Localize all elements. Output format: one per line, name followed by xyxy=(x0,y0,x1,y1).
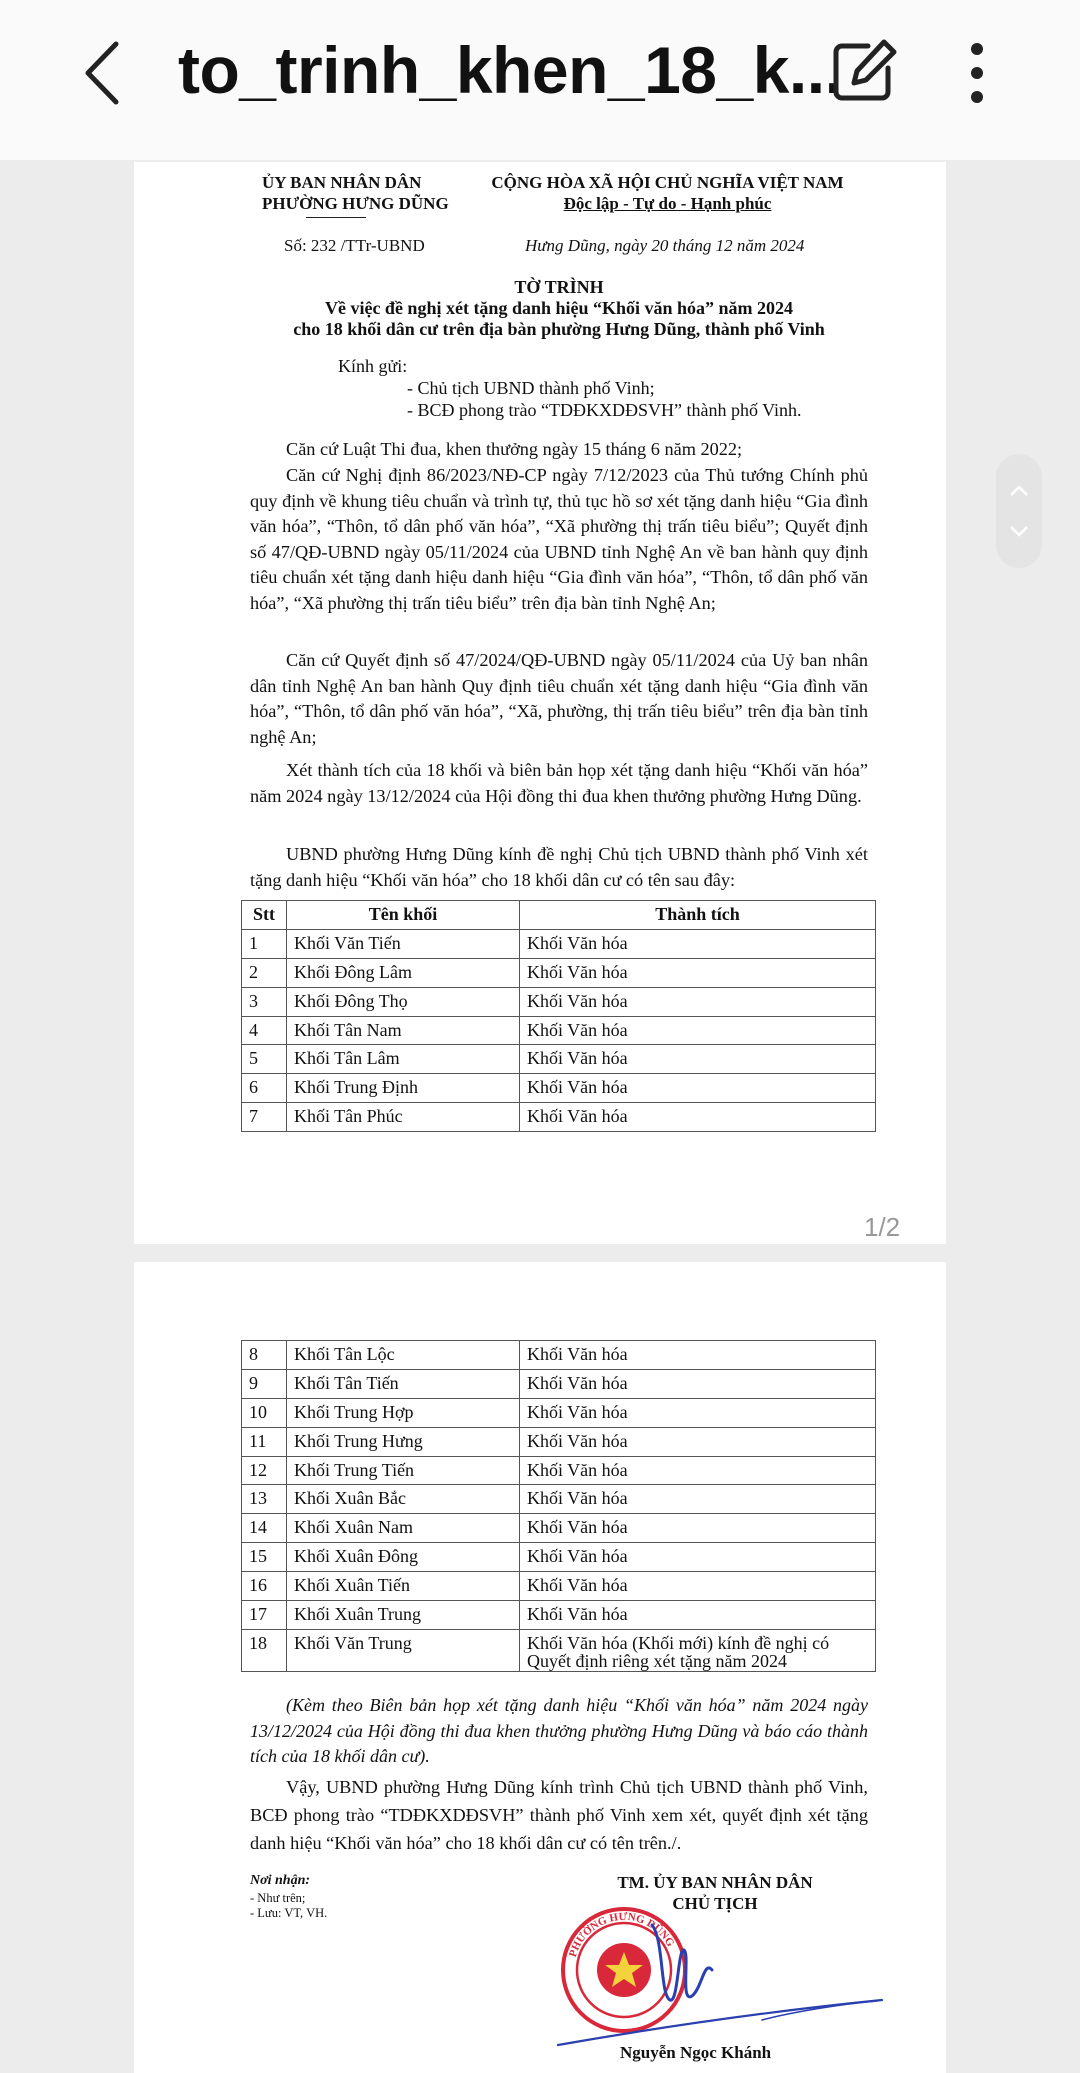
receivers-title: Nơi nhận: xyxy=(250,1873,311,1888)
cell-stt: 6 xyxy=(242,1074,287,1103)
cell-name: Khối Tân Nam xyxy=(287,1016,520,1045)
cell-achievement: Khối Văn hóa xyxy=(520,987,876,1016)
receivers-list xyxy=(250,1891,327,1921)
app-bar xyxy=(0,0,1080,160)
nation-line-1: CỘNG HÒA XÃ HỘI CHỦ NGHĨA VIỆT NAM xyxy=(491,173,844,192)
cell-name: Khối Tân Lâm xyxy=(287,1045,520,1074)
paragraph-5: UBND phường Hưng Dũng kính đề nghị Chủ tịch UBND thành phố Vinh xét tặng danh hiệu “Khối văn hóa” cho 18 khối dân cư có tên sau đây: xyxy=(250,844,868,890)
table-row xyxy=(242,987,876,1016)
cell-achievement: Khối Văn hóa xyxy=(520,1543,876,1572)
cell-name: Khối Văn Trung xyxy=(287,1629,520,1671)
cell-achievement: Khối Văn hóa xyxy=(520,1514,876,1543)
cell-stt: 3 xyxy=(242,987,287,1016)
more-vertical-icon[interactable] xyxy=(962,40,992,106)
cell-stt: 11 xyxy=(242,1427,287,1456)
table-row xyxy=(242,1369,876,1398)
fast-scroll-handle[interactable] xyxy=(996,454,1042,568)
org-header xyxy=(262,172,449,214)
paragraph-1: Căn cứ Luật Thi đua, khen thưởng ngày 15 tháng 6 năm 2022; xyxy=(286,439,743,459)
cell-name: Khối Trung Hợp xyxy=(287,1398,520,1427)
header-name: Tên khối xyxy=(287,901,520,930)
table-row xyxy=(242,958,876,987)
cell-achievement: Khối Văn hóa xyxy=(520,1016,876,1045)
official-seal-icon xyxy=(563,1909,685,2031)
cell-achievement: Khối Văn hóa xyxy=(520,958,876,987)
table-row xyxy=(242,1485,876,1514)
cell-stt: 4 xyxy=(242,1016,287,1045)
table-row xyxy=(242,1074,876,1103)
cell-stt: 7 xyxy=(242,1103,287,1132)
recipient-1: - Chủ tịch UBND thành phố Vinh; xyxy=(407,378,655,398)
cell-stt: 14 xyxy=(242,1514,287,1543)
cell-stt: 15 xyxy=(242,1543,287,1572)
table-row xyxy=(242,1103,876,1132)
cell-achievement: Khối Văn hóa xyxy=(520,1103,876,1132)
org-line-2: PHƯỜNG HƯNG DŨNG xyxy=(262,194,449,213)
table-row xyxy=(242,1427,876,1456)
paragraph-4: Xét thành tích của 18 khối và biên bản họp xét tặng danh hiệu “Khối văn hóa” năm 2024 ngày 13/12/2024 của Hội đồng thi đua khen thưởng phường Hưng Dũng. xyxy=(250,760,868,806)
cell-stt: 5 xyxy=(242,1045,287,1074)
cell-stt: 1 xyxy=(242,929,287,958)
cell-name: Khối Xuân Đông xyxy=(287,1543,520,1572)
paragraph-3: Căn cứ Quyết định số 47/2024/QĐ-UBND ngày 05/11/2024 của Uỷ ban nhân dân tỉnh Nghệ An ban hành Quy định tiêu chuẩn xét tặng danh hiệu “Gia đình văn hóa”, “Thôn, tổ dân phố văn hóa”, “Xã, phường, thị trấn tiêu biểu” trên địa bàn tỉnh nghệ An; xyxy=(250,650,868,747)
table-row xyxy=(242,1514,876,1543)
table-row xyxy=(242,1572,876,1601)
table-row xyxy=(242,1629,876,1671)
cell-name: Khối Xuân Nam xyxy=(287,1514,520,1543)
scroll-arrows-icon xyxy=(996,454,1042,568)
cell-achievement: Khối Văn hóa xyxy=(520,1601,876,1630)
org-underline xyxy=(306,217,366,218)
document-number: Số: 232 /TTr-UBND xyxy=(284,236,425,255)
document-subject xyxy=(250,277,868,340)
cell-stt: 12 xyxy=(242,1456,287,1485)
nation-header xyxy=(475,172,860,214)
cell-achievement: Khối Văn hóa xyxy=(520,1456,876,1485)
receiver-2: - Lưu: VT, VH. xyxy=(250,1906,328,1920)
table-row xyxy=(242,1016,876,1045)
seal-text: PHƯỜNG HƯNG DŨNG xyxy=(566,1910,677,1959)
cell-achievement: Khối Văn hóa xyxy=(520,1369,876,1398)
header-achievement: Thành tích xyxy=(520,901,876,930)
cell-achievement: Khối Văn hóa xyxy=(520,1427,876,1456)
greeting: Kính gửi: xyxy=(338,356,408,376)
nation-line-2: Độc lập - Tự do - Hạnh phúc xyxy=(563,194,772,213)
table-row xyxy=(242,1341,876,1370)
recipient-2: - BCĐ phong trào “TDĐKXDĐSVH” thành phố Vinh. xyxy=(407,400,802,420)
table-row xyxy=(242,929,876,958)
cell-stt: 16 xyxy=(242,1572,287,1601)
cell-name: Khối Tân Phúc xyxy=(287,1103,520,1132)
cell-achievement: Khối Văn hóa xyxy=(520,1074,876,1103)
table-row xyxy=(242,1398,876,1427)
place-date: Hưng Dũng, ngày 20 tháng 12 năm 2024 xyxy=(525,236,805,255)
cell-stt: 2 xyxy=(242,958,287,987)
table-header-row xyxy=(242,901,876,930)
cell-stt: 18 xyxy=(242,1629,287,1671)
cell-stt: 10 xyxy=(242,1398,287,1427)
award-table-part-2 xyxy=(241,1340,876,1672)
cell-achievement: Khối Văn hóa xyxy=(520,1341,876,1370)
attachment-note: (Kèm theo Biên bản họp xét tặng danh hiệu “Khối văn hóa” năm 2024 ngày 13/12/2024 của Hội đồng thi đua khen thưởng phường Hưng Dũng và báo cáo thành tích của 18 khối dân cư). xyxy=(250,1695,868,1767)
cell-stt: 9 xyxy=(242,1369,287,1398)
cell-name: Khối Tân Lộc xyxy=(287,1341,520,1370)
cell-achievement xyxy=(520,1629,876,1671)
official-seal-and-signature xyxy=(552,1900,892,2055)
cell-achievement: Khối Văn hóa xyxy=(520,1045,876,1074)
doc-type: TỜ TRÌNH xyxy=(514,277,604,297)
cell-name: Khối Trung Định xyxy=(287,1074,520,1103)
cell-name: Khối Xuân Bắc xyxy=(287,1485,520,1514)
cell-stt: 8 xyxy=(242,1341,287,1370)
chevron-left-icon[interactable] xyxy=(78,38,128,108)
closing-paragraph: Vậy, UBND phường Hưng Dũng kính trình Chủ tịch UBND thành phố Vinh, BCĐ phong trào “TDĐKXDĐSVH” thành phố Vinh xem xét, quyết định xét tặng danh hiệu “Khối văn hóa” cho 18 khối dân cư có tên trên./. xyxy=(250,1777,868,1853)
table-row xyxy=(242,1456,876,1485)
cell-name: Khối Tân Tiến xyxy=(287,1369,520,1398)
receiver-1: - Như trên; xyxy=(250,1891,306,1905)
signer-name: Nguyễn Ngọc Khánh xyxy=(620,2043,772,2062)
cell-name: Khối Đông Thọ xyxy=(287,987,520,1016)
sign-line-1: TM. ỦY BAN NHÂN DÂN xyxy=(617,1873,813,1892)
subject-line-1: Về việc đề nghị xét tặng danh hiệu “Khối văn hóa” năm 2024 xyxy=(324,298,794,318)
award-table-part-1 xyxy=(241,900,876,1132)
document-title: to_trinh_khen_18_k... xyxy=(178,33,843,107)
cell-name: Khối Văn Tiến xyxy=(287,929,520,958)
edit-icon[interactable] xyxy=(828,36,898,106)
paragraph-2: Căn cứ Nghị định 86/2023/NĐ-CP ngày 7/12/2023 của Thủ tướng Chính phủ quy định về khung tiêu chuẩn và trình tự, thủ tục hồ sơ xét tặng danh hiệu “Gia đình văn hóa”, “Thôn, tổ dân phố văn hóa”, “Xã phường thị trấn tiêu biểu”; Quyết định số 47/QĐ-UBND ngày 05/11/2024 của UBND tỉnh Nghệ An về ban hành quy định tiêu chuẩn xét tặng danh hiệu danh hiệu “Gia đình văn hóa”, “Thôn, tổ dân phố văn hóa”, “Xã phường thị trấn tiêu biểu” trên địa bàn tỉnh Nghệ An; xyxy=(250,465,868,613)
cell-achievement: Khối Văn hóa xyxy=(520,1398,876,1427)
header-stt: Stt xyxy=(242,901,287,930)
cell-achievement: Khối Văn hóa xyxy=(520,1485,876,1514)
sign-line-2: CHỦ TỊCH xyxy=(672,1894,758,1913)
cell-stt: 17 xyxy=(242,1601,287,1630)
cell-name: Khối Xuân Tiến xyxy=(287,1572,520,1601)
cell-name: Khối Trung Hưng xyxy=(287,1427,520,1456)
org-line-1: ỦY BAN NHÂN DÂN xyxy=(262,173,422,192)
achievement-line-1: Khối Văn hóa (Khối mới) kính đề nghị có xyxy=(527,1632,830,1653)
table-row xyxy=(242,1045,876,1074)
cell-name: Khối Xuân Trung xyxy=(287,1601,520,1630)
subject-line-2: cho 18 khối dân cư trên địa bàn phường Hưng Dũng, thành phố Vinh xyxy=(293,319,825,339)
page-indicator: 1/2 xyxy=(864,1212,901,1242)
cell-name: Khối Đông Lâm xyxy=(287,958,520,987)
table-row xyxy=(242,1543,876,1572)
cell-achievement: Khối Văn hóa xyxy=(520,929,876,958)
table-row xyxy=(242,1601,876,1630)
cell-name: Khối Trung Tiến xyxy=(287,1456,520,1485)
cell-stt: 13 xyxy=(242,1485,287,1514)
achievement-line-2: Quyết định riêng xét tặng năm 2024 xyxy=(527,1650,787,1671)
cell-achievement: Khối Văn hóa xyxy=(520,1572,876,1601)
